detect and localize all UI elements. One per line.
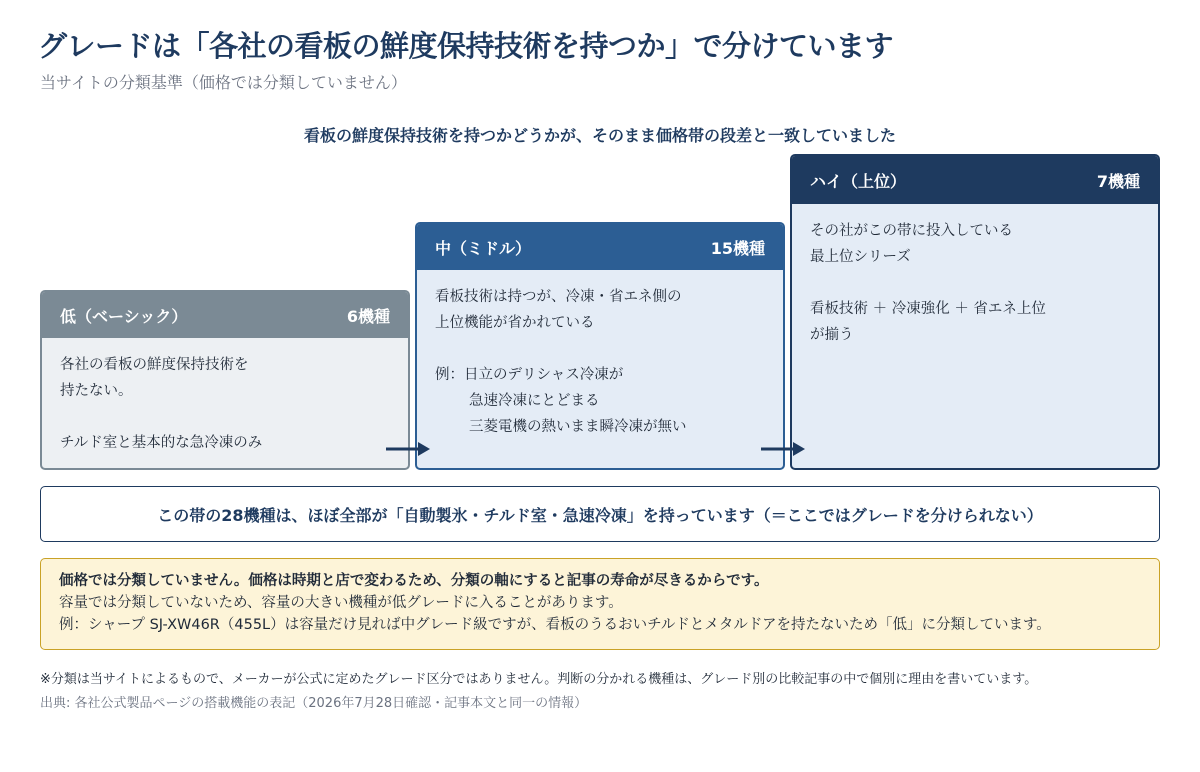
note-line: 例：シャープ SJ-XW46R（455L）は容量だけ見れば中グレード級ですが、看板のうるおいチルドとメタルドアを持たないため「低」に分類しています。 bbox=[59, 617, 1051, 633]
grade-mid-example: 三菱電機の熱いまま瞬冷凍が無い bbox=[469, 419, 687, 435]
grade-mid-example bbox=[435, 362, 765, 388]
example-text: 日立のデリシャス冷凍が bbox=[464, 367, 624, 383]
grade-high-line: が揃う bbox=[810, 327, 854, 343]
note-bold-line: 価格では分類していません。価格は時期と店で変わるため、分類の軸にすると記事の寿命が尽きるからです。 bbox=[59, 573, 769, 589]
spacer bbox=[60, 404, 390, 430]
section-heading: 看板の鮮度保持技術を持つかどうかが、そのまま価格帯の段差と一致していました bbox=[303, 126, 896, 145]
grade-mid-count: 15機種 bbox=[710, 238, 765, 258]
page-title: グレードは「各社の看板の鮮度保持技術を持つか」で分けています bbox=[38, 29, 894, 63]
footnote: ※分類は当サイトによるもので、メーカーが公式に定めたグレード区分ではありません。判断の分かれる機種は、グレード別の比較記事の中で個別に理由を書いています。 bbox=[40, 672, 1038, 687]
grade-low-label: 低（ベーシック） bbox=[60, 306, 188, 326]
grade-mid-line: 看板技術は持つが、冷凍・省エネ側の bbox=[435, 289, 682, 305]
grade-low-line: 各社の看板の鮮度保持技術を bbox=[60, 357, 249, 373]
grade-low-line: チルド室と基本的な急冷凍のみ bbox=[60, 435, 263, 451]
grade-card-low bbox=[40, 290, 410, 470]
grade-mid-line: 上位機能が省かれている bbox=[435, 315, 595, 331]
example-prefix: 例： bbox=[435, 367, 464, 383]
grade-card-mid bbox=[415, 222, 785, 470]
step-arrow-icon bbox=[759, 440, 807, 458]
grade-low-count: 6機種 bbox=[346, 306, 390, 326]
grade-high-line: 看板技術 ＋ 冷凍強化 ＋ 省エネ上位 bbox=[810, 301, 1046, 317]
note-line: 容量では分類していないため、容量の大きい機種が低グレードに入ることがあります。 bbox=[59, 595, 623, 611]
step-arrow-icon bbox=[384, 440, 432, 458]
grade-low-line: 持たない。 bbox=[60, 383, 133, 399]
grade-card-high bbox=[790, 154, 1160, 470]
source-note: 出典: 各社公式製品ページの搭載機能の表記（2026年7月28日確認・記事本文と同一の情報） bbox=[40, 696, 588, 711]
grade-mid-example: 急速冷凍にとどまる bbox=[469, 393, 600, 409]
grade-high-label: ハイ（上位） bbox=[810, 171, 907, 191]
common-features-band: この帯の28機種は、ほぼ全部が「自動製氷・チルド室・急速冷凍」を持っています（＝ここではグレードを分けられない） bbox=[40, 486, 1160, 542]
grade-card-low-body bbox=[42, 338, 408, 456]
note-box bbox=[40, 558, 1160, 650]
spacer bbox=[810, 270, 1140, 296]
grade-card-mid-body bbox=[417, 270, 783, 440]
grade-card-high-header bbox=[792, 156, 1158, 204]
grade-card-high-body bbox=[792, 204, 1158, 348]
spacer bbox=[435, 336, 765, 362]
grade-mid-label: 中（ミドル） bbox=[435, 238, 532, 258]
grade-card-low-header bbox=[42, 292, 408, 338]
grade-high-line: その社がこの帯に投入している bbox=[810, 223, 1013, 239]
page-subtitle: 当サイトの分類基準（価格では分類していません） bbox=[40, 73, 407, 92]
grade-card-mid-header bbox=[417, 224, 783, 270]
grade-high-count: 7機種 bbox=[1096, 171, 1140, 191]
grade-high-line: 最上位シリーズ bbox=[810, 249, 911, 265]
